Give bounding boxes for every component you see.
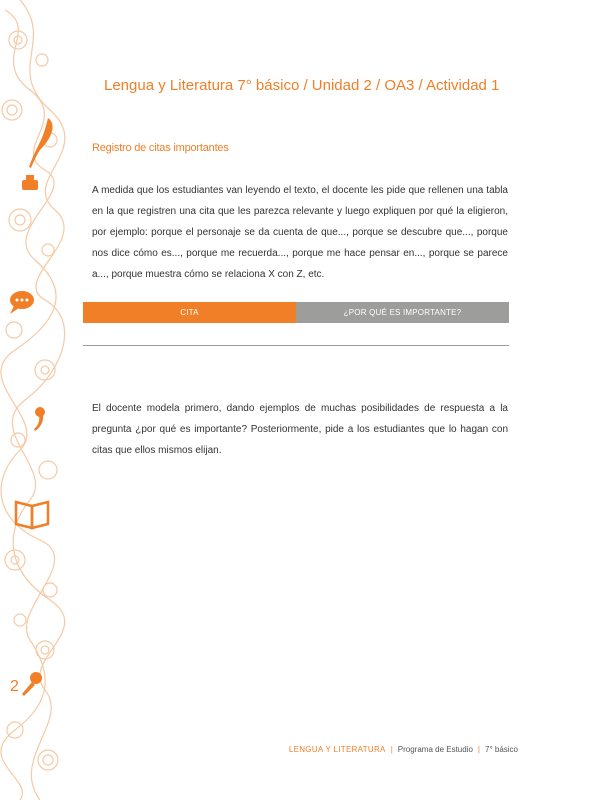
paragraph-modeling: El docente modela primero, dando ejemplos de muchas posibilidades de respuesta a la pregunta ¿por qué es importante? Posteriormente, pide a los estudiantes que lo hagan con citas que ellos mismos elijan. (92, 403, 508, 456)
comma-icon (34, 407, 45, 431)
speech-bubble-icon (10, 291, 34, 314)
table-header-cita: CITA (83, 302, 296, 323)
feather-quill-icon (29, 118, 53, 168)
citations-table (83, 302, 509, 346)
page-header-title: Lengua y Literatura 7° básico / Unidad 2 / OA3 / Actividad 1 (104, 77, 500, 94)
table-header-row (83, 302, 509, 323)
paragraph-instructions: A medida que los estudiantes van leyendo el texto, el docente les pide que rellenen una tabla en la que registren una cita que les parezca relevante y luego expliquen por qué la eligieron, por ejemplo: porque el personaje se da cuenta de que..., porque se descubre que..., porque nos dice cómo es..., porque me recuerda..., porque me hace pensar en..., porque se parece a..., porque muestra cómo se relaciona X con Z, etc. (92, 185, 508, 280)
page-number: 2 (10, 678, 19, 695)
footer-level: 7° básico (485, 745, 518, 754)
footer-separator: | (390, 745, 393, 754)
footer-separator: | (477, 745, 480, 754)
table-header-por-que: ¿POR QUÉ ES IMPORTANTE? (296, 302, 509, 323)
table-row (83, 323, 509, 346)
microphone-icon (22, 672, 42, 696)
footer (289, 745, 518, 754)
section-heading: Registro de citas importantes (92, 142, 229, 154)
footer-program: Programa de Estudio (397, 745, 473, 754)
open-book-icon (16, 502, 48, 528)
inkwell-icon (22, 175, 38, 190)
footer-subject: LENGUA Y LITERATURA (288, 745, 386, 754)
